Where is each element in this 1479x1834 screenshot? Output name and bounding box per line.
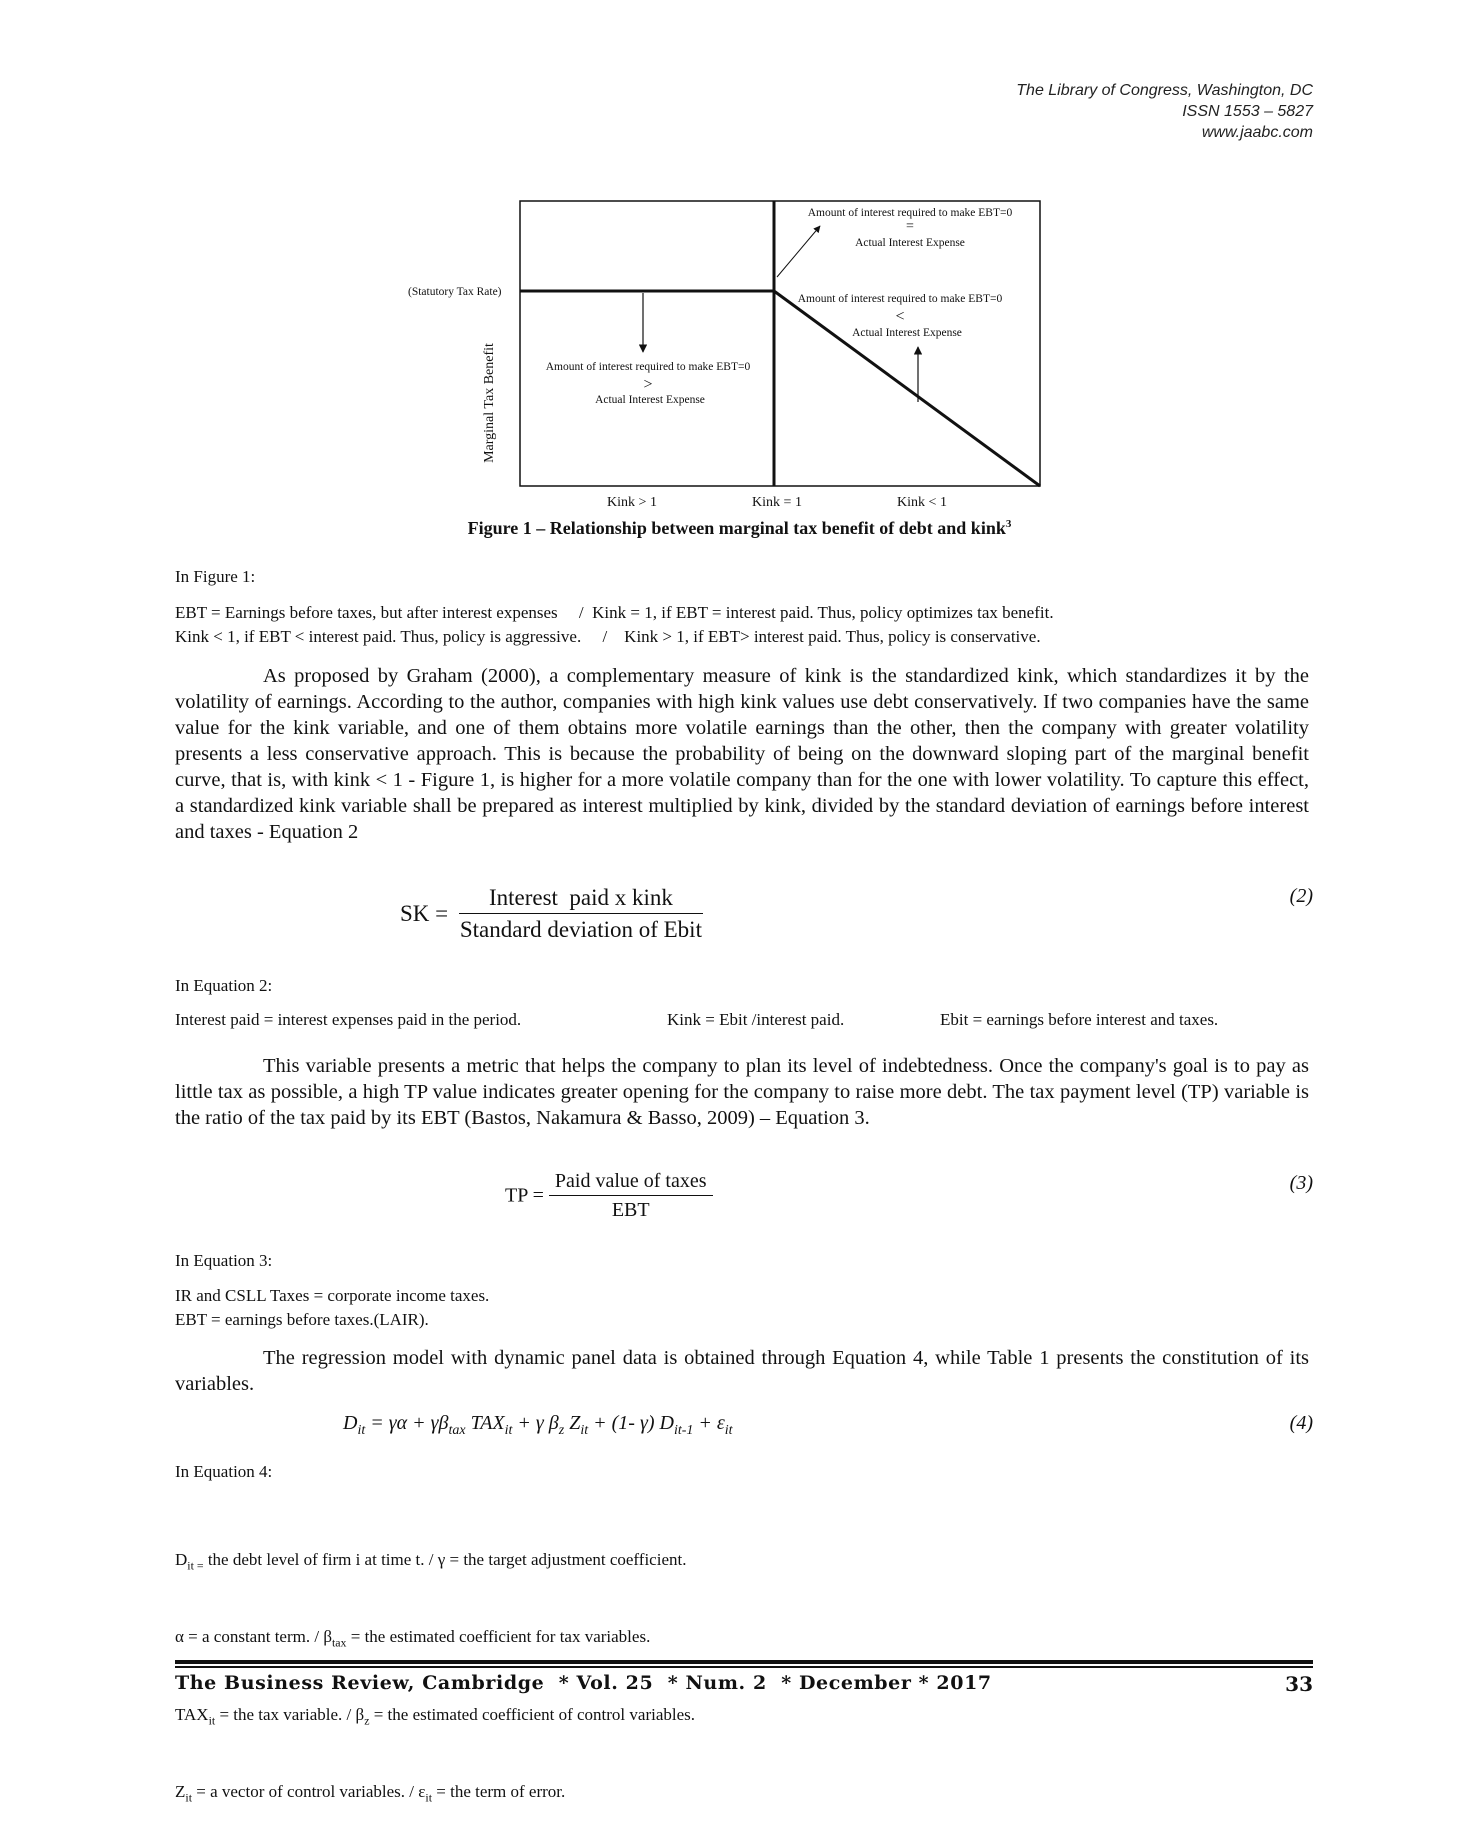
eq4-def-line-3 <box>175 1703 695 1732</box>
eq4-tax-symbol: TAX <box>175 1704 209 1724</box>
eq3-number: (3) <box>1289 1172 1313 1194</box>
eq4-beta-tax-sub: tax <box>331 1635 347 1650</box>
ann-mid-line2: Actual Interest Expense <box>852 327 962 339</box>
ann-top-op: = <box>906 219 914 234</box>
eq2-lhs: SK = <box>400 901 449 926</box>
eq4-alpha-def: α = a constant term. / β <box>175 1627 332 1647</box>
eq3-fraction <box>549 1170 713 1222</box>
eq3-lhs: TP = <box>505 1184 544 1207</box>
page-number: 33 <box>1285 1672 1313 1696</box>
figure-caption-text: Figure 1 – Relationship between marginal tax benefit of debt and kink <box>467 518 1006 538</box>
eq2-denominator: Standard deviation of Ebit <box>459 917 702 942</box>
figure-caption-footnote: 3 <box>1005 518 1012 530</box>
eq2-def-col1: Interest paid = interest expenses paid in the period. <box>175 1010 522 1029</box>
eq4-z-sub: it <box>185 1790 192 1805</box>
ann-mid-line1: Amount of interest required to make EBT=0 <box>797 293 1003 305</box>
eq4-tax-def: = the tax variable. / β <box>215 1704 365 1724</box>
eq4-beta-z-sub: z <box>364 1713 370 1728</box>
equation-4: $D_{it} = \gamma\alpha + \gamma\beta_{tax}$ $TAX_{it} + \gamma$ $\beta_z$ $Z_{it} + (1-$ γ) $D_{it-1} + \varepsilon_{it}$ <box>343 1412 733 1438</box>
ann-mid-op: < <box>895 308 905 325</box>
paragraph-1: As proposed by Graham (2000), a complementary measure of kink is the standardized kink, which standardizes it by the volatility of earnings. According to the author, companies with high kink values use debt conservatively. If two companies have the same value for the kink variable, and one of them obtains more volatile earnings than the other, then the company with greater volatility presents a less conservative approach. This is because the probability of being on the downward sloping part of the marginal benefit curve, that is, with kink < 1 - Figure 1, is higher for a more volatile company than for the one with lower volatility. To capture this effect, a standardized kink variable shall be prepared as interest multiplied by kink, divided by the standard deviation of earnings before interest and taxes - Equation 2 <box>175 665 1309 843</box>
journal-header <box>1016 80 1313 143</box>
ann-left-line2: Actual Interest Expense <box>595 394 705 406</box>
eq4-d-def: the debt level of firm i at time t. / γ = the target adjustment coefficient. <box>203 1550 687 1569</box>
eq3-def-line-1: IR and CSLL Taxes = corporate income taxes. <box>175 1286 490 1305</box>
figure-defs <box>175 601 1325 649</box>
eq2-def-col3: Ebit = earnings before interest and taxes. <box>940 1010 1219 1029</box>
eq3-numerator: Paid value of taxes <box>549 1170 713 1196</box>
footer-rule-thin <box>175 1666 1313 1668</box>
eq2-def-col2: Kink = Ebit /interest paid. <box>667 1010 845 1029</box>
footer-journal: The Business Review, Cambridge * Vol. 25 * Num. 2 * December * 2017 <box>175 1672 992 1694</box>
figure-1-diagram <box>380 190 1060 510</box>
x-tick-kink-gt-1: Kink > 1 <box>607 495 657 510</box>
eq3-defs <box>175 1284 489 1332</box>
figure-defs-line-2: Kink < 1, if EBT < interest paid. Thus, policy is aggressive. / Kink > 1, if EBT> interest paid. Thus, policy is conservative. <box>175 627 1041 646</box>
ann-left-line1: Amount of interest required to make EBT=0 <box>545 361 751 373</box>
eq3-def-line-2: EBT = earnings before taxes.(LAIR). <box>175 1310 429 1329</box>
x-tick-kink-lt-1: Kink < 1 <box>897 495 947 510</box>
eq2-numerator: Interest paid x kink <box>459 885 703 914</box>
statutory-rate-label: (Statutory Tax Rate) <box>408 286 502 298</box>
eq4-z-symbol: Z <box>175 1782 186 1802</box>
paragraph-2: This variable presents a metric that helps the company to plan its level of indebtedness. Once the company's goal is to pay as little tax as possible, a high TP value indicates greater opening for the company to raise more debt. The tax payment level (TP) variable is the ratio of the tax paid by its EBT (Bastos, Nakamura & Basso, 2009) – Equation 3. <box>175 1055 1309 1129</box>
ann-top-line1: Amount of interest required to make EBT=0 <box>807 207 1013 219</box>
footer-rule-thick <box>175 1660 1313 1664</box>
eq4-number: (4) <box>1289 1412 1313 1434</box>
equation-3 <box>505 1170 713 1222</box>
equation-2 <box>400 885 708 943</box>
eq2-fraction <box>454 885 708 943</box>
header-line-3: www.jaabc.com <box>1201 124 1313 141</box>
downward-slope-line <box>774 291 1040 486</box>
eq4-def-line-1 <box>175 1548 695 1577</box>
figure-caption <box>0 518 1479 539</box>
figure-defs-heading: In Figure 1: <box>175 567 256 586</box>
eq4-def-line-2 <box>175 1625 695 1654</box>
eq2-defs-heading: In Equation 2: <box>175 976 273 995</box>
ann-top-line2: Actual Interest Expense <box>855 237 965 249</box>
header-line-2: ISSN 1553 – 5827 <box>1182 103 1313 120</box>
arrow-top <box>777 226 820 277</box>
ann-left-op: > <box>643 376 653 393</box>
eq4-def-line-4 <box>175 1780 695 1809</box>
paragraph-3: The regression model with dynamic panel data is obtained through Equation 4, while Table 1 presents the constitution of its variables. <box>175 1347 1309 1395</box>
eq4-epsilon-def: = the term of error. <box>432 1782 566 1802</box>
eq4-z-def: = a vector of control variables. / ε <box>192 1782 426 1802</box>
y-axis-label: Marginal Tax Benefit <box>482 343 497 463</box>
x-tick-kink-eq-1: Kink = 1 <box>752 495 802 510</box>
eq3-defs-heading: In Equation 3: <box>175 1251 273 1270</box>
eq4-epsilon-sub: it <box>425 1790 433 1805</box>
eq4-tax-sub: it <box>208 1713 216 1728</box>
eq4-d-symbol: D <box>175 1550 188 1569</box>
eq4-defs-heading: In Equation 4: <box>175 1462 273 1481</box>
eq4-beta-z-def: = the estimated coefficient of control variables. <box>369 1704 696 1724</box>
header-line-1: The Library of Congress, Washington, DC <box>1016 82 1313 99</box>
figure-defs-line-1: EBT = Earnings before taxes, but after interest expenses / Kink = 1, if EBT = interest paid. Thus, policy optimizes tax benefit. <box>175 603 1054 622</box>
eq2-number: (2) <box>1289 885 1313 907</box>
eq3-denominator: EBT <box>611 1199 650 1221</box>
eq4-d-sub: it = <box>187 1558 204 1573</box>
eq4-beta-tax-def: = the estimated coefficient for tax variables. <box>346 1627 651 1647</box>
